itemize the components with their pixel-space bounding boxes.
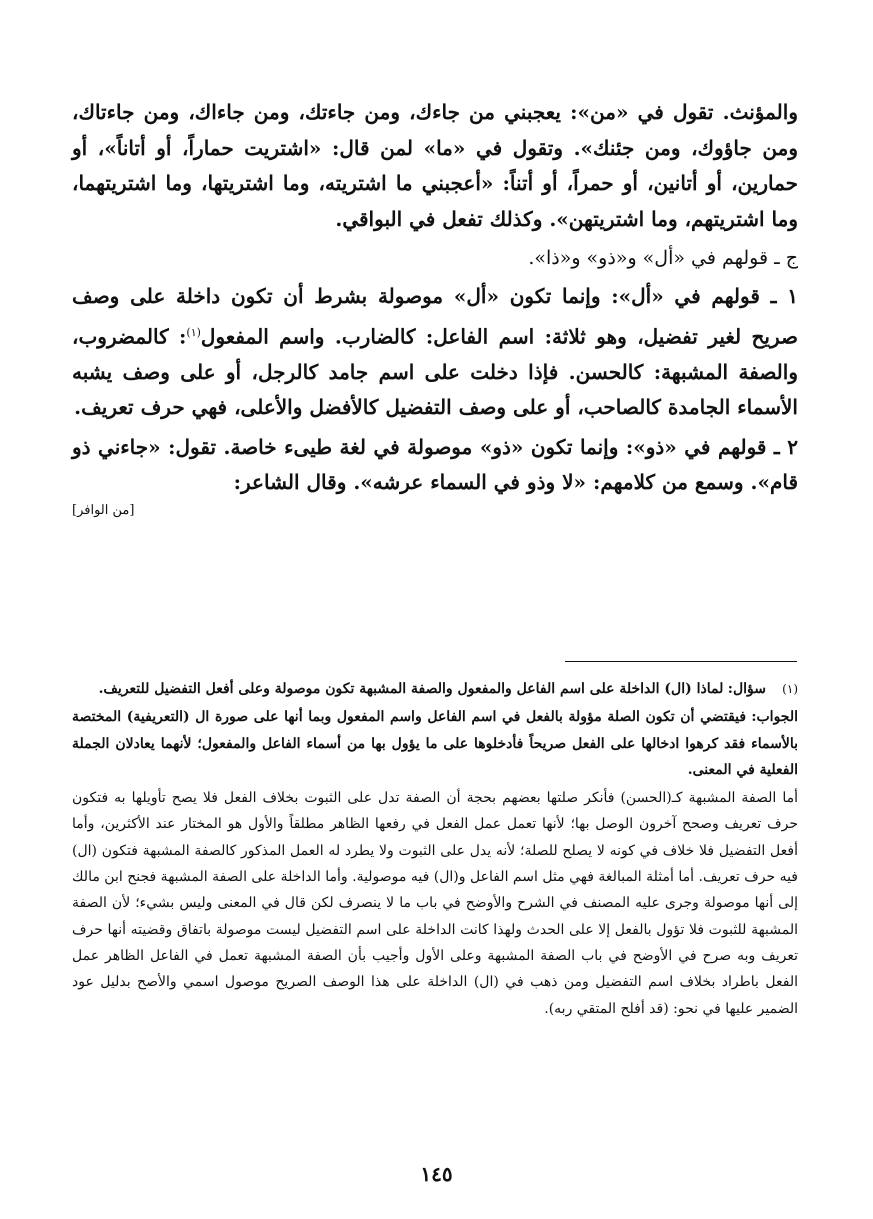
footnote-paragraph-2: أما الصفة المشبهة كـ(الحسن) فأنكر صلتها بعضهم بحجة أن الصفة تدل على الثبوت بخلاف الفعل فلا يصح تأويلها به فتكون حرف تعريف وصحح آخرون الوصل بها؛ لأنها تعمل عمل الفعل في رفعها الظاهر مطلقاً والأول هو المختار عند الأكثرين، وأما أفعل التفضيل فلا خلاف في كونه لا يصلح للصلة؛ لأنه يدل على الثبوت ولا يطرد له العمل المذكور كالصفة المشبهة فتكون (ال) فيه حرف تعريف. أما أمثلة المبالغة فهي مثل اسم الفاعل و(ال) فيه موصولية. وأما الداخلة على الصفة المشبهة فجنح ابن مالك إلى أنها موصولة وجرى عليه المصنف في الشرح والأوضح في باب ما لا ينصرف لكن قال في المعنى وليس بشيء؛ لأن الصفة المشبهة للثبوت فلا تؤول بالفعل إلا على الحدث ولهذا كانت الداخلة على اسم التفضيل ليست موصولة باتفاق وقضيته أنها حرف تعريف وبه صرح في الأوضح في باب الصفة المشبهة وعلى الأول وأجيب بأن الصفة المشبهة تعمل في الفاعل الظاهر عمل الفعل باطراد بخلاف اسم التفضيل ومن ذهب في (ال) الداخلة على هذا الوصف الصريح موصول اسمي والأصح بدليل عود الضمير عليها في نحو: (قد أفلح المتقي ربه). xyxy=(72,790,798,1017)
page-number: ١٤٥ xyxy=(420,1162,453,1186)
section-2-paragraph: ٢ ـ قولهم في «ذو»: وإنما تكون «ذو» موصولة في لغة طيىء خاصة. تقول: «جاءني ذو قام». وسمع من كلامهم: «لا وذو في السماء عرشه». وقال الشاعر: xyxy=(72,434,798,495)
section-1-text: ١ ـ قولهم في «أل»: وإنما تكون «أل» موصولة بشرط أن تكون داخلة على وصف صريح لغير تفضيل، وهو ثلاثة: اسم الفاعل: كالضارب. واسم المفعول xyxy=(72,284,798,349)
question-text: لماذا (ال) الداخلة على اسم الفاعل والمفعول والصفة المشبهة تكون موصولة وعلى أفعل التفضيل للتعريف. xyxy=(98,681,724,697)
footnote-number: (١) xyxy=(782,682,798,696)
section-1-continuation: : كالمضروب، والصفة المشبهة: كالحسن. فإذا دخلت على اسم جامد كالرجل، أو على وصف يشبه الأسماء الجامدة كالصاحب، أو على وصف التفضيل كالأفضل والأعلى، فهي حرف تعريف. xyxy=(72,324,798,420)
section-1-paragraph xyxy=(72,279,798,426)
answer-text: فيقتضي أن تكون الصلة مؤولة بالفعل في اسم الفاعل واسم المفعول وبما أنها على صورة ال (التعريفية) المختصة بالأسماء فقد كرهوا ادخالها على الفعل صريحاً فأدخلوها على ما يؤول بها من أسماء الفاعل والمفعول؛ لأنهما يعادلان الجملة الفعلية في المعنى. xyxy=(72,709,798,778)
footnote-question xyxy=(72,676,798,702)
main-text xyxy=(72,95,798,523)
footnote-reference: (١) xyxy=(186,325,201,339)
poetic-meter-label: [من الوافر] xyxy=(72,502,135,518)
footnote-separator xyxy=(565,661,797,662)
question-label: سؤال: xyxy=(727,681,766,697)
intro-paragraph: والمؤنث. تقول في «من»: يعجبني من جاءك، ومن جاءتك، ومن جاءاك، ومن جاءتاك، ومن جاؤوك، ومن جئنك». وتقول في «ما» لمن قال: «اشتريت حماراً، أو أتاناً»، أو حمارين، أو أتانين، أو حمراً، أو أتناً: «أعجبني ما اشتريته، وما اشتريتها، وما اشتريتهما، وما اشتريتهم، وما اشتريتهن». وكذلك تفعل في البواقي. xyxy=(72,100,798,231)
footnote-answer xyxy=(72,704,798,783)
section-heading-c: ج ـ قولهم في «أل» و«ذو» و«ذا». xyxy=(528,247,798,269)
footnotes xyxy=(72,676,798,1022)
answer-label: الجواب: xyxy=(751,709,798,726)
